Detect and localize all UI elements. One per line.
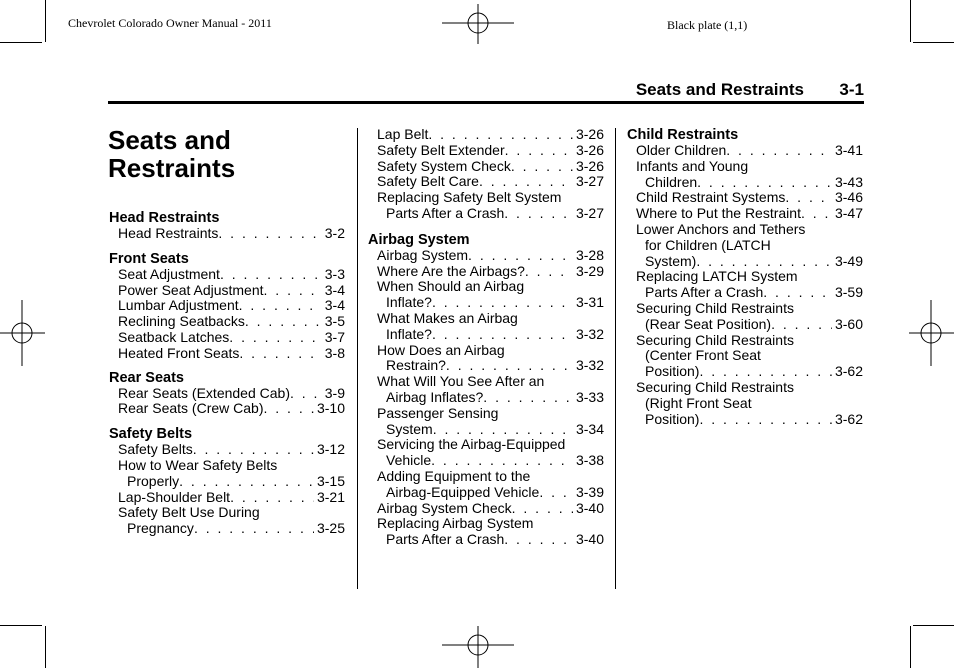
toc-entry[interactable]: Parts After a Crash . . . 3-40 [368, 532, 604, 548]
toc-entry[interactable]: Inflate? . . . 3-31 [368, 295, 604, 311]
toc-group-heading: Airbag System [368, 231, 470, 248]
toc-entry[interactable]: Vehicle . . . 3-38 [368, 453, 604, 469]
toc-group-heading: Safety Belts [109, 426, 193, 443]
crop-mark-tr-v [910, 0, 911, 42]
toc-entry-line[interactable]: Passenger Sensing [377, 404, 499, 421]
toc-entry[interactable]: Position) . . . 3-62 [627, 412, 863, 428]
toc-entry[interactable]: Rear Seats (Extended Cab) . . . 3-9 [109, 386, 345, 402]
toc-entry-line[interactable]: Securing Child Restraints [636, 299, 794, 316]
toc-entry-line[interactable]: Adding Equipment to the [377, 467, 531, 484]
toc-entry-line[interactable]: Securing Child Restraints [636, 331, 794, 348]
toc-entry-line[interactable]: (Right Front Seat [645, 394, 752, 411]
toc-entry[interactable]: Older Children . . . 3-41 [627, 143, 863, 159]
toc-entry[interactable]: Seatback Latches . . . 3-7 [109, 330, 345, 346]
toc-entry[interactable]: Pregnancy . . . 3-25 [109, 521, 345, 537]
crop-mark-tl-v [45, 0, 46, 42]
toc-entry[interactable]: (Rear Seat Position) . . . 3-60 [627, 317, 863, 333]
crop-mark-bl-v [45, 626, 46, 668]
toc-entry-line[interactable]: Replacing Safety Belt System [377, 189, 562, 206]
toc-group-safety-belts [109, 426, 345, 537]
toc-entry[interactable]: Airbag Inflates? . . . 3-33 [368, 390, 604, 406]
manual-title-mark: Chevrolet Colorado Owner Manual - 2011 [68, 16, 272, 30]
toc-entry[interactable]: Reclining Seatbacks . . . 3-5 [109, 314, 345, 330]
toc-entry[interactable]: Parts After a Crash . . . 3-59 [627, 285, 863, 301]
toc-entry[interactable]: Restrain? . . . 3-32 [368, 358, 604, 374]
registration-mark-left [0, 300, 45, 366]
toc-entry[interactable]: Safety System Check . . . 3-26 [368, 159, 604, 175]
toc-group-front-seats [109, 251, 345, 362]
toc-entry[interactable]: Airbag-Equipped Vehicle . . . 3-39 [368, 485, 604, 501]
toc-entry[interactable]: Safety Belts . . . 3-12 [109, 442, 345, 458]
crop-mark-tr-h [913, 42, 954, 43]
toc-entry[interactable]: System . . . 3-34 [368, 422, 604, 438]
toc-entry[interactable]: Where Are the Airbags? . . . 3-29 [368, 264, 604, 280]
toc-entry[interactable]: Properly . . . 3-15 [109, 474, 345, 490]
toc-group-airbag-system [368, 232, 604, 548]
plate-mark: Black plate (1,1) [667, 18, 748, 32]
toc-column-2 [368, 127, 604, 548]
toc-entry-line[interactable]: Infants and Young [636, 157, 749, 174]
toc-group-rear-seats [109, 370, 345, 418]
toc-entry[interactable]: Lap-Shoulder Belt . . . 3-21 [109, 490, 345, 506]
registration-mark-right [909, 300, 954, 366]
toc-entry[interactable]: Safety Belt Care . . . 3-27 [368, 174, 604, 190]
toc-entry-line[interactable]: Replacing LATCH System [636, 268, 798, 285]
toc-entry-line[interactable]: Lower Anchors and Tethers [636, 220, 806, 237]
toc-entry-line[interactable]: What Will You See After an [377, 373, 545, 390]
registration-mark-bottom [442, 626, 514, 668]
toc-entry[interactable]: Position) . . . 3-62 [627, 364, 863, 380]
toc-entry-line[interactable]: How to Wear Safety Belts [118, 456, 278, 473]
toc-entry[interactable]: Heated Front Seats . . . 3-8 [109, 346, 345, 362]
toc-entry[interactable]: Child Restraint Systems . . . 3-46 [627, 190, 863, 206]
header-rule [108, 101, 864, 104]
toc-entry-line[interactable]: When Should an Airbag [377, 278, 525, 295]
toc-column-1 [109, 210, 345, 537]
toc-entry[interactable]: Airbag System Check . . . 3-40 [368, 501, 604, 517]
toc-group-head-restraints [109, 210, 345, 242]
toc-entry[interactable]: Children . . . 3-43 [627, 175, 863, 191]
toc-entry-line[interactable]: Replacing Airbag System [377, 515, 534, 532]
toc-entry-line[interactable]: for Children (LATCH [645, 236, 771, 253]
section-header [108, 80, 864, 102]
toc-entry[interactable]: Airbag System . . . 3-28 [368, 248, 604, 264]
page-number: 3-1 [839, 80, 864, 99]
crop-mark-bl-h [0, 625, 42, 626]
toc-entry-line[interactable]: Safety Belt Use During [118, 504, 260, 521]
toc-entry[interactable]: Head Restraints . . . 3-2 [109, 226, 345, 242]
crop-mark-br-v [910, 626, 911, 668]
toc-entry[interactable]: Parts After a Crash . . . 3-27 [368, 206, 604, 222]
chapter-title: Seats and Restraints [108, 125, 236, 183]
toc-entry-line[interactable]: How Does an Airbag [377, 341, 505, 358]
toc-entry[interactable]: System) . . . 3-49 [627, 254, 863, 270]
column-divider-2 [615, 128, 616, 589]
toc-entry[interactable]: Safety Belt Extender . . . 3-26 [368, 143, 604, 159]
toc-entry[interactable]: Seat Adjustment . . . 3-3 [109, 267, 345, 283]
toc-entry[interactable]: Power Seat Adjustment . . . 3-4 [109, 283, 345, 299]
toc-entry-line[interactable]: What Makes an Airbag [377, 309, 518, 326]
toc-entry[interactable]: Rear Seats (Crew Cab) . . . 3-10 [109, 401, 345, 417]
column-divider-1 [357, 128, 358, 589]
toc-group-heading: Head Restraints [109, 210, 220, 226]
toc-group-heading: Front Seats [109, 250, 189, 267]
toc-entry-line[interactable]: Servicing the Airbag-Equipped [377, 436, 566, 453]
crop-mark-tl-h [0, 42, 42, 43]
toc-entry[interactable]: Inflate? . . . 3-32 [368, 327, 604, 343]
toc-entry-line[interactable]: Securing Child Restraints [636, 378, 794, 395]
section-title: Seats and Restraints [635, 80, 804, 99]
crop-mark-br-h [913, 625, 954, 626]
toc-column-3 [627, 127, 863, 427]
toc-entry[interactable]: Where to Put the Restraint . . . 3-47 [627, 206, 863, 222]
toc-entry[interactable]: Lumbar Adjustment . . . 3-4 [109, 298, 345, 314]
registration-mark-top [442, 4, 514, 44]
toc-group-heading: Child Restraints [627, 127, 739, 143]
toc-group-heading: Rear Seats [109, 369, 184, 386]
toc-entry[interactable]: Lap Belt . . . 3-26 [368, 127, 604, 143]
toc-entry-line[interactable]: (Center Front Seat [645, 347, 761, 364]
